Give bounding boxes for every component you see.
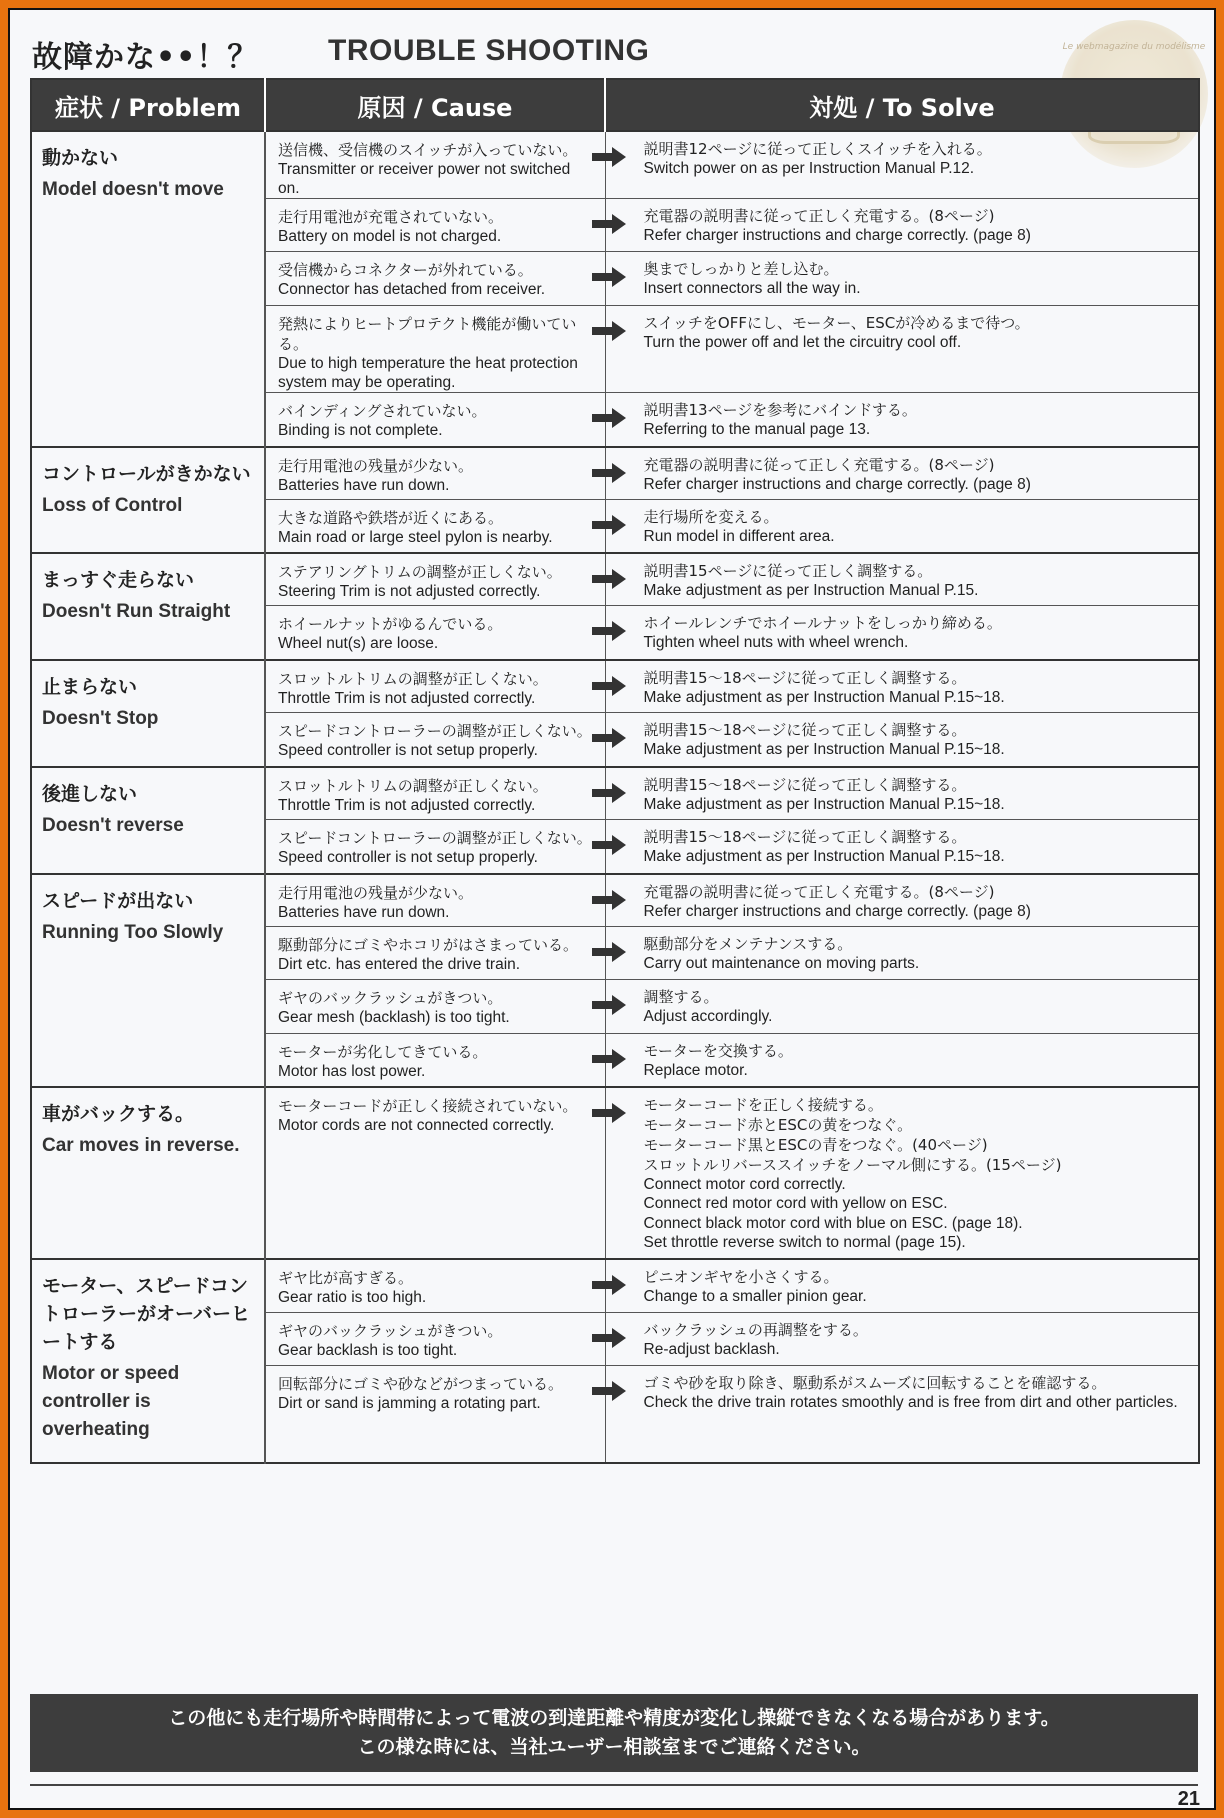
solution-en: Connect motor cord correctly. <box>643 1175 846 1193</box>
cause-cell <box>265 500 605 553</box>
problem-cell <box>31 660 265 767</box>
arrow-right-icon <box>592 890 626 910</box>
cause-en: Due to high temperature the heat protection system may be operating. <box>278 355 578 391</box>
cause-jp: 走行用電池の残量が少ない。 <box>278 883 474 902</box>
cause-en: Steering Trim is not adjusted correctly. <box>278 582 541 600</box>
cause-cell <box>265 1087 605 1259</box>
arrow-right-icon <box>592 728 626 748</box>
solution-cell <box>605 252 1199 306</box>
solution-jp: ピニオンギヤを小さくする。 <box>643 1267 839 1286</box>
page-title-en: TROUBLE SHOOTING <box>328 34 650 67</box>
solution-jp: 走行場所を変える。 <box>643 508 779 526</box>
cause-en: Main road or large steel pylon is nearby. <box>278 529 553 546</box>
cause-cell <box>265 1366 605 1463</box>
problem-en: Doesn't reverse <box>42 814 184 836</box>
problem-jp: 後進しない <box>42 782 138 805</box>
solution-jp: モーターを交換する。 <box>643 1042 793 1060</box>
problem-cell <box>31 874 265 1087</box>
cause-cell <box>265 553 605 606</box>
bottom-rule <box>30 1784 1198 1786</box>
table-row <box>31 1259 1199 1313</box>
solution-jp: 調整する。 <box>643 988 719 1006</box>
solution-cell <box>605 660 1199 713</box>
cause-jp: ステアリングトリムの調整が正しくない。 <box>278 562 562 581</box>
problem-en: Car moves in reverse. <box>42 1134 240 1156</box>
cause-en: Battery on model is not charged. <box>278 228 502 245</box>
header-cause: 原因 / Cause <box>265 79 605 131</box>
solution-en: Check the drive train rotates smoothly and is free from dirt and other particles. <box>643 1394 1178 1411</box>
troubleshooting-table <box>30 78 1200 1464</box>
cause-jp: 受信機からコネクターが外れている。 <box>278 261 533 279</box>
solution-en: Adjust accordingly. <box>643 1008 773 1025</box>
solution-jp: 説明書15～18ページに従って正しく調整する。 <box>643 668 967 687</box>
page-number: 21 <box>1177 1788 1200 1810</box>
solution-cell <box>605 606 1199 660</box>
arrow-right-icon <box>592 835 626 855</box>
cause-en: Batteries have run down. <box>278 903 450 921</box>
arrow-right-icon <box>592 408 626 428</box>
problem-en: Doesn't Stop <box>42 707 159 729</box>
problem-jp: まっすぐ走らない <box>42 568 195 591</box>
cause-jp: スロットルトリムの調整が正しくない。 <box>278 776 548 795</box>
solution-jp: スロットルリバーススイッチをノーマル側にする。(15ページ) <box>643 1155 1062 1174</box>
problem-en: Model doesn't move <box>42 179 224 200</box>
solution-en: Change to a smaller pinion gear. <box>643 1287 867 1305</box>
problem-jp: 動かない <box>42 147 119 169</box>
solution-cell <box>605 131 1199 199</box>
cause-jp: ギヤのバックラッシュがきつい。 <box>278 1322 503 1340</box>
solution-cell <box>605 767 1199 820</box>
solution-jp: モーターコード赤とESCの黄をつなぐ。 <box>643 1115 913 1134</box>
cause-jp: バインディングされていない。 <box>278 402 487 420</box>
solution-jp: 説明書15～18ページに従って正しく調整する。 <box>643 828 967 846</box>
solution-cell <box>605 500 1199 553</box>
cause-en: Speed controller is not setup properly. <box>278 849 538 866</box>
arrow-right-icon <box>592 1049 626 1069</box>
solution-en: Referring to the manual page 13. <box>643 421 871 438</box>
solution-en: Connect red motor cord with yellow on ESC. <box>643 1195 948 1212</box>
arrow-right-icon <box>592 214 626 234</box>
cause-jp: 送信機、受信機のスイッチが入っていない。 <box>278 141 578 159</box>
cause-cell <box>265 820 605 874</box>
solution-jp: 充電器の説明書に従って正しく充電する。(8ページ) <box>643 882 995 901</box>
solution-jp: 奥までしっかりと差し込む。 <box>643 260 839 278</box>
problem-en: Motor or speed controller is overheating <box>42 1362 180 1440</box>
problem-jp: モーター、スピードコントローラーがオーバーヒートする <box>42 1274 251 1353</box>
arrow-right-icon <box>592 1103 626 1123</box>
page-title-jp: 故障かな••！？ <box>32 40 259 75</box>
problem-en: Loss of Control <box>42 494 183 516</box>
solution-cell <box>605 553 1199 606</box>
cause-cell <box>265 1259 605 1313</box>
solution-cell <box>605 713 1199 767</box>
table-header-row <box>31 79 1199 131</box>
solution-cell <box>605 1087 1199 1259</box>
solution-jp: 説明書13ページを参考にバインドする。 <box>643 401 917 419</box>
solution-jp: 説明書15ページに従って正しく調整する。 <box>643 561 933 580</box>
cause-cell <box>265 1313 605 1366</box>
cause-jp: スロットルトリムの調整が正しくない。 <box>278 669 548 688</box>
cause-jp: 駆動部分にゴミやホコリがはさまっている。 <box>278 936 579 954</box>
solution-jp: バックラッシュの再調整をする。 <box>643 1321 868 1339</box>
arrow-right-icon <box>592 942 626 962</box>
cause-cell <box>265 927 605 980</box>
solution-en: Make adjustment as per Instruction Manual P.15~18. <box>643 688 1005 706</box>
cause-cell <box>265 306 605 393</box>
solution-jp: ホイールレンチでホイールナットをしっかり締める。 <box>643 614 1002 632</box>
cause-cell <box>265 1034 605 1087</box>
footer-notice <box>30 1694 1198 1772</box>
problem-cell <box>31 1087 265 1259</box>
solution-cell <box>605 1259 1199 1313</box>
solution-en: Connect black motor cord with blue on ESC. (page 18). <box>643 1214 1023 1232</box>
problem-en: Running Too Slowly <box>42 921 224 943</box>
solution-cell <box>605 447 1199 500</box>
cause-jp: スピードコントローラーの調整が正しくない。 <box>278 722 592 740</box>
cause-cell <box>265 606 605 660</box>
cause-jp: 発熱によりヒートプロテクト機能が働いている。 <box>278 315 577 353</box>
solution-cell <box>605 1034 1199 1087</box>
solution-cell <box>605 306 1199 393</box>
solution-en: Refer charger instructions and charge correctly. (page 8) <box>643 902 1031 920</box>
arrow-right-icon <box>592 676 626 696</box>
solution-en: Make adjustment as per Instruction Manual P.15. <box>643 581 979 599</box>
cause-cell <box>265 980 605 1034</box>
problem-cell <box>31 131 265 447</box>
cause-en: Wheel nut(s) are loose. <box>278 635 439 652</box>
arrow-right-icon <box>592 621 626 641</box>
cause-en: Dirt or sand is jamming a rotating part. <box>278 1395 541 1412</box>
table-row <box>31 660 1199 713</box>
arrow-right-icon <box>592 783 626 803</box>
table-row <box>31 1087 1199 1259</box>
solution-cell <box>605 820 1199 874</box>
cause-cell <box>265 199 605 252</box>
problem-cell <box>31 553 265 660</box>
watermark-ring-text: Le webmagazine du modélisme <box>1062 42 1206 52</box>
table-row <box>31 447 1199 500</box>
cause-en: Connector has detached from receiver. <box>278 281 546 298</box>
cause-en: Motor cords are not connected correctly. <box>278 1116 555 1134</box>
cause-cell <box>265 713 605 767</box>
problem-jp: 止まらない <box>42 675 138 698</box>
solution-cell <box>605 927 1199 980</box>
cause-jp: 大きな道路や鉄塔が近くにある。 <box>278 509 504 527</box>
solution-jp: 説明書12ページに従って正しくスイッチを入れる。 <box>643 140 992 158</box>
table-row <box>31 767 1199 820</box>
problem-cell <box>31 767 265 874</box>
cause-cell <box>265 131 605 199</box>
solution-jp: 説明書15～18ページに従って正しく調整する。 <box>643 775 967 794</box>
solution-en: Run model in different area. <box>643 528 835 545</box>
solution-cell <box>605 1313 1199 1366</box>
cause-jp: ホイールナットがゆるんでいる。 <box>278 615 503 633</box>
cause-en: Throttle Trim is not adjusted correctly. <box>278 689 536 707</box>
header-solve: 対処 / To Solve <box>605 79 1199 131</box>
cause-en: Motor has lost power. <box>278 1063 426 1080</box>
table-row <box>31 131 1199 199</box>
solution-cell <box>605 199 1199 252</box>
cause-en: Transmitter or receiver power not switched on. <box>278 161 571 197</box>
cause-jp: ギヤ比が高すぎる。 <box>278 1268 414 1287</box>
solution-jp: 充電器の説明書に従って正しく充電する。(8ページ) <box>643 455 995 474</box>
problem-cell <box>31 1259 265 1463</box>
problem-jp: 車がバックする。 <box>42 1102 195 1125</box>
cause-en: Speed controller is not setup properly. <box>278 742 538 759</box>
solution-en: Switch power on as per Instruction Manual P.12. <box>643 160 975 177</box>
solution-en: Turn the power off and let the circuitry cool off. <box>643 334 962 351</box>
cause-jp: ギヤのバックラッシュがきつい。 <box>278 989 503 1007</box>
manual-page <box>8 8 1216 1810</box>
solution-en: Re-adjust backlash. <box>643 1341 780 1358</box>
solution-en: Set throttle reverse switch to normal (page 15). <box>643 1234 966 1251</box>
cause-jp: 走行用電池が充電されていない。 <box>278 208 504 226</box>
arrow-right-icon <box>592 1275 626 1295</box>
solution-en: Refer charger instructions and charge correctly. (page 8) <box>643 227 1031 244</box>
arrow-right-icon <box>592 147 626 167</box>
arrow-right-icon <box>592 569 626 589</box>
footer-line: この様な時には、当社ユーザー相談室までご連絡ください。 <box>357 1736 871 1758</box>
solution-cell <box>605 980 1199 1034</box>
solution-jp: ゴミや砂を取り除き、駆動系がスムーズに回転することを確認する。 <box>643 1374 1107 1392</box>
solution-en: Make adjustment as per Instruction Manual P.15~18. <box>643 741 1005 758</box>
problem-jp: コントロールがきかない <box>42 462 251 485</box>
cause-cell <box>265 660 605 713</box>
solution-en: Replace motor. <box>643 1062 748 1079</box>
solution-en: Make adjustment as per Instruction Manual P.15~18. <box>643 795 1005 813</box>
solution-jp: モーターコードを正しく接続する。 <box>643 1095 883 1114</box>
footer-line: この他にも走行場所や時間帯によって電波の到達距離や精度が変化し操縦できなくなる場合があります。 <box>168 1707 1060 1729</box>
arrow-right-icon <box>592 267 626 287</box>
solution-cell <box>605 874 1199 927</box>
cause-en: Throttle Trim is not adjusted correctly. <box>278 796 536 814</box>
cause-cell <box>265 393 605 447</box>
cause-en: Gear backlash is too tight. <box>278 1342 458 1359</box>
solution-en: Insert connectors all the way in. <box>643 280 861 297</box>
header-problem: 症状 / Problem <box>31 79 265 131</box>
cause-jp: スピードコントローラーの調整が正しくない。 <box>278 829 592 847</box>
solution-en: Make adjustment as per Instruction Manual P.15~18. <box>643 848 1005 865</box>
solution-jp: スイッチをOFFにし、モーター、ESCが冷めるまで待つ。 <box>643 314 1030 332</box>
cause-jp: モーターコードが正しく接続されていない。 <box>278 1096 578 1115</box>
cause-jp: 走行用電池の残量が少ない。 <box>278 456 474 475</box>
cause-en: Dirt etc. has entered the drive train. <box>278 956 521 973</box>
table-row <box>31 874 1199 927</box>
cause-en: Gear ratio is too high. <box>278 1288 427 1306</box>
problem-cell <box>31 447 265 553</box>
solution-jp: 駆動部分をメンテナンスする。 <box>643 935 853 953</box>
cause-cell <box>265 874 605 927</box>
cause-jp: モーターが劣化してきている。 <box>278 1043 488 1061</box>
table-row <box>31 553 1199 606</box>
arrow-right-icon <box>592 1328 626 1348</box>
solution-en: Refer charger instructions and charge correctly. (page 8) <box>643 475 1031 493</box>
problem-en: Doesn't Run Straight <box>42 600 231 622</box>
solution-en: Carry out maintenance on moving parts. <box>643 955 920 972</box>
arrow-right-icon <box>592 463 626 483</box>
cause-en: Binding is not complete. <box>278 422 443 439</box>
solution-cell <box>605 1366 1199 1463</box>
problem-jp: スピードが出ない <box>42 889 194 912</box>
arrow-right-icon <box>592 321 626 341</box>
cause-en: Gear mesh (backlash) is too tight. <box>278 1009 510 1026</box>
solution-en: Tighten wheel nuts with wheel wrench. <box>643 634 909 651</box>
arrow-right-icon <box>592 1381 626 1401</box>
cause-jp: 回転部分にゴミや砂などがつまっている。 <box>278 1375 564 1393</box>
arrow-right-icon <box>592 515 626 535</box>
cause-cell <box>265 252 605 306</box>
solution-jp: 充電器の説明書に従って正しく充電する。(8ページ) <box>643 207 995 225</box>
solution-jp: モーターコード黒とESCの青をつなぐ。(40ページ) <box>643 1135 988 1154</box>
cause-cell <box>265 447 605 500</box>
arrow-right-icon <box>592 995 626 1015</box>
solution-cell <box>605 393 1199 447</box>
solution-jp: 説明書15～18ページに従って正しく調整する。 <box>643 721 967 739</box>
cause-en: Batteries have run down. <box>278 476 450 494</box>
cause-cell <box>265 767 605 820</box>
